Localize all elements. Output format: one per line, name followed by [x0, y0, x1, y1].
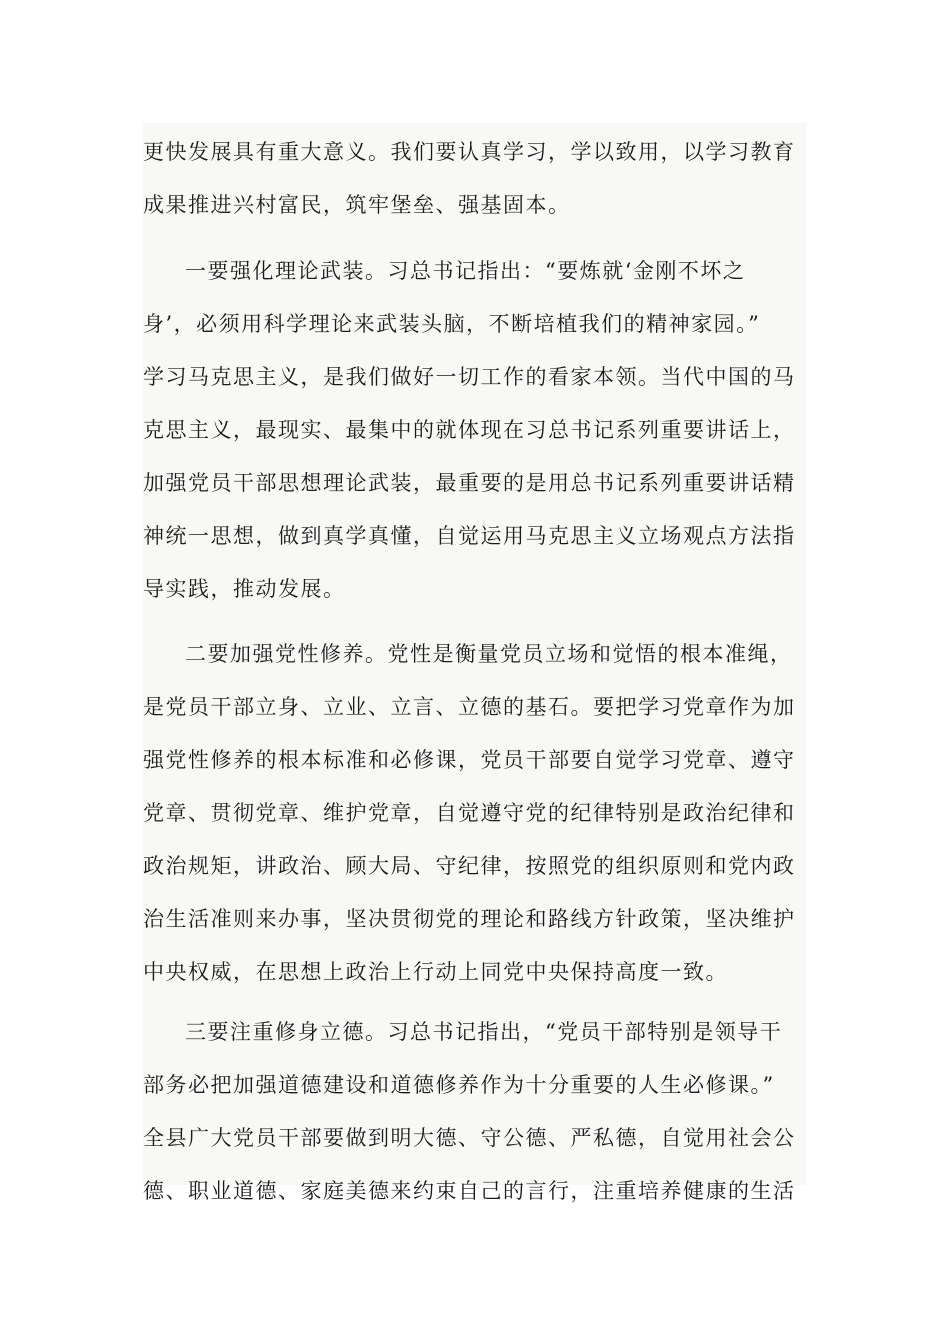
text-line: 全县广大党员干部要做到明大德、守公德、严私德，自觉用社会公: [143, 1126, 796, 1150]
text-line: 一要强化理论武装。习总书记指出：“要炼就‘金刚不坏之: [185, 259, 746, 283]
text-line: 部务必把加强道德建设和道德修养作为十分重要的人生必修课。”: [143, 1073, 775, 1097]
paragraph-point-two: [143, 628, 797, 999]
text-line: 二要加强党性修养。党性是衡量党员立场和觉悟的根本准绳，: [185, 642, 793, 666]
text-line: 中央权威，在思想上政治上行动上同党中央保持高度一致。: [143, 960, 728, 984]
text-line: 学习马克思主义，是我们做好一切工作的看家本领。当代中国的马: [143, 365, 796, 389]
text-line: 强党性修养的根本标准和必修课，党员干部要自觉学习党章、遵守: [143, 748, 796, 772]
text-line: 更快发展具有重大意义。我们要认真学习，学以致用，以学习教育: [143, 140, 796, 164]
text-line: 三要注重修身立德。习总书记指出，“党员干部特别是领导干: [185, 1020, 783, 1044]
text-line: 导实践，推动发展。: [143, 577, 346, 601]
text-line: 克思主义，最现实、最集中的就体现在习总书记系列重要讲话上，: [143, 418, 796, 442]
paragraph-intro-tail: [143, 126, 797, 232]
text-line: 成果推进兴村富民，筑牢堡垒、强基固本。: [143, 193, 571, 217]
text-line: 治生活准则来办事，坚决贯彻党的理论和路线方针政策，坚决维护: [143, 907, 796, 931]
text-line: 加强党员干部思想理论武装，最重要的是用总书记系列重要讲话精: [143, 471, 796, 495]
paragraph-point-one: [143, 245, 797, 616]
text-line: 德、职业道德、家庭美德来约束自己的言行，注重培养健康的生活: [143, 1179, 796, 1203]
paragraph-point-three: [143, 1006, 797, 1218]
text-line: 政治规矩，讲政治、顾大局、守纪律，按照党的组织原则和党内政: [143, 854, 796, 878]
text-line: 党章、贯彻党章、维护党章，自觉遵守党的纪律特别是政治纪律和: [143, 801, 796, 825]
text-line: 神统一思想，做到真学真懂，自觉运用马克思主义立场观点方法指: [143, 524, 796, 548]
text-line: 是党员干部立身、立业、立言、立德的基石。要把学习党章作为加: [143, 695, 796, 719]
text-line: 身’，必须用科学理论来武装头脑，不断培植我们的精神家园。”: [143, 312, 761, 336]
